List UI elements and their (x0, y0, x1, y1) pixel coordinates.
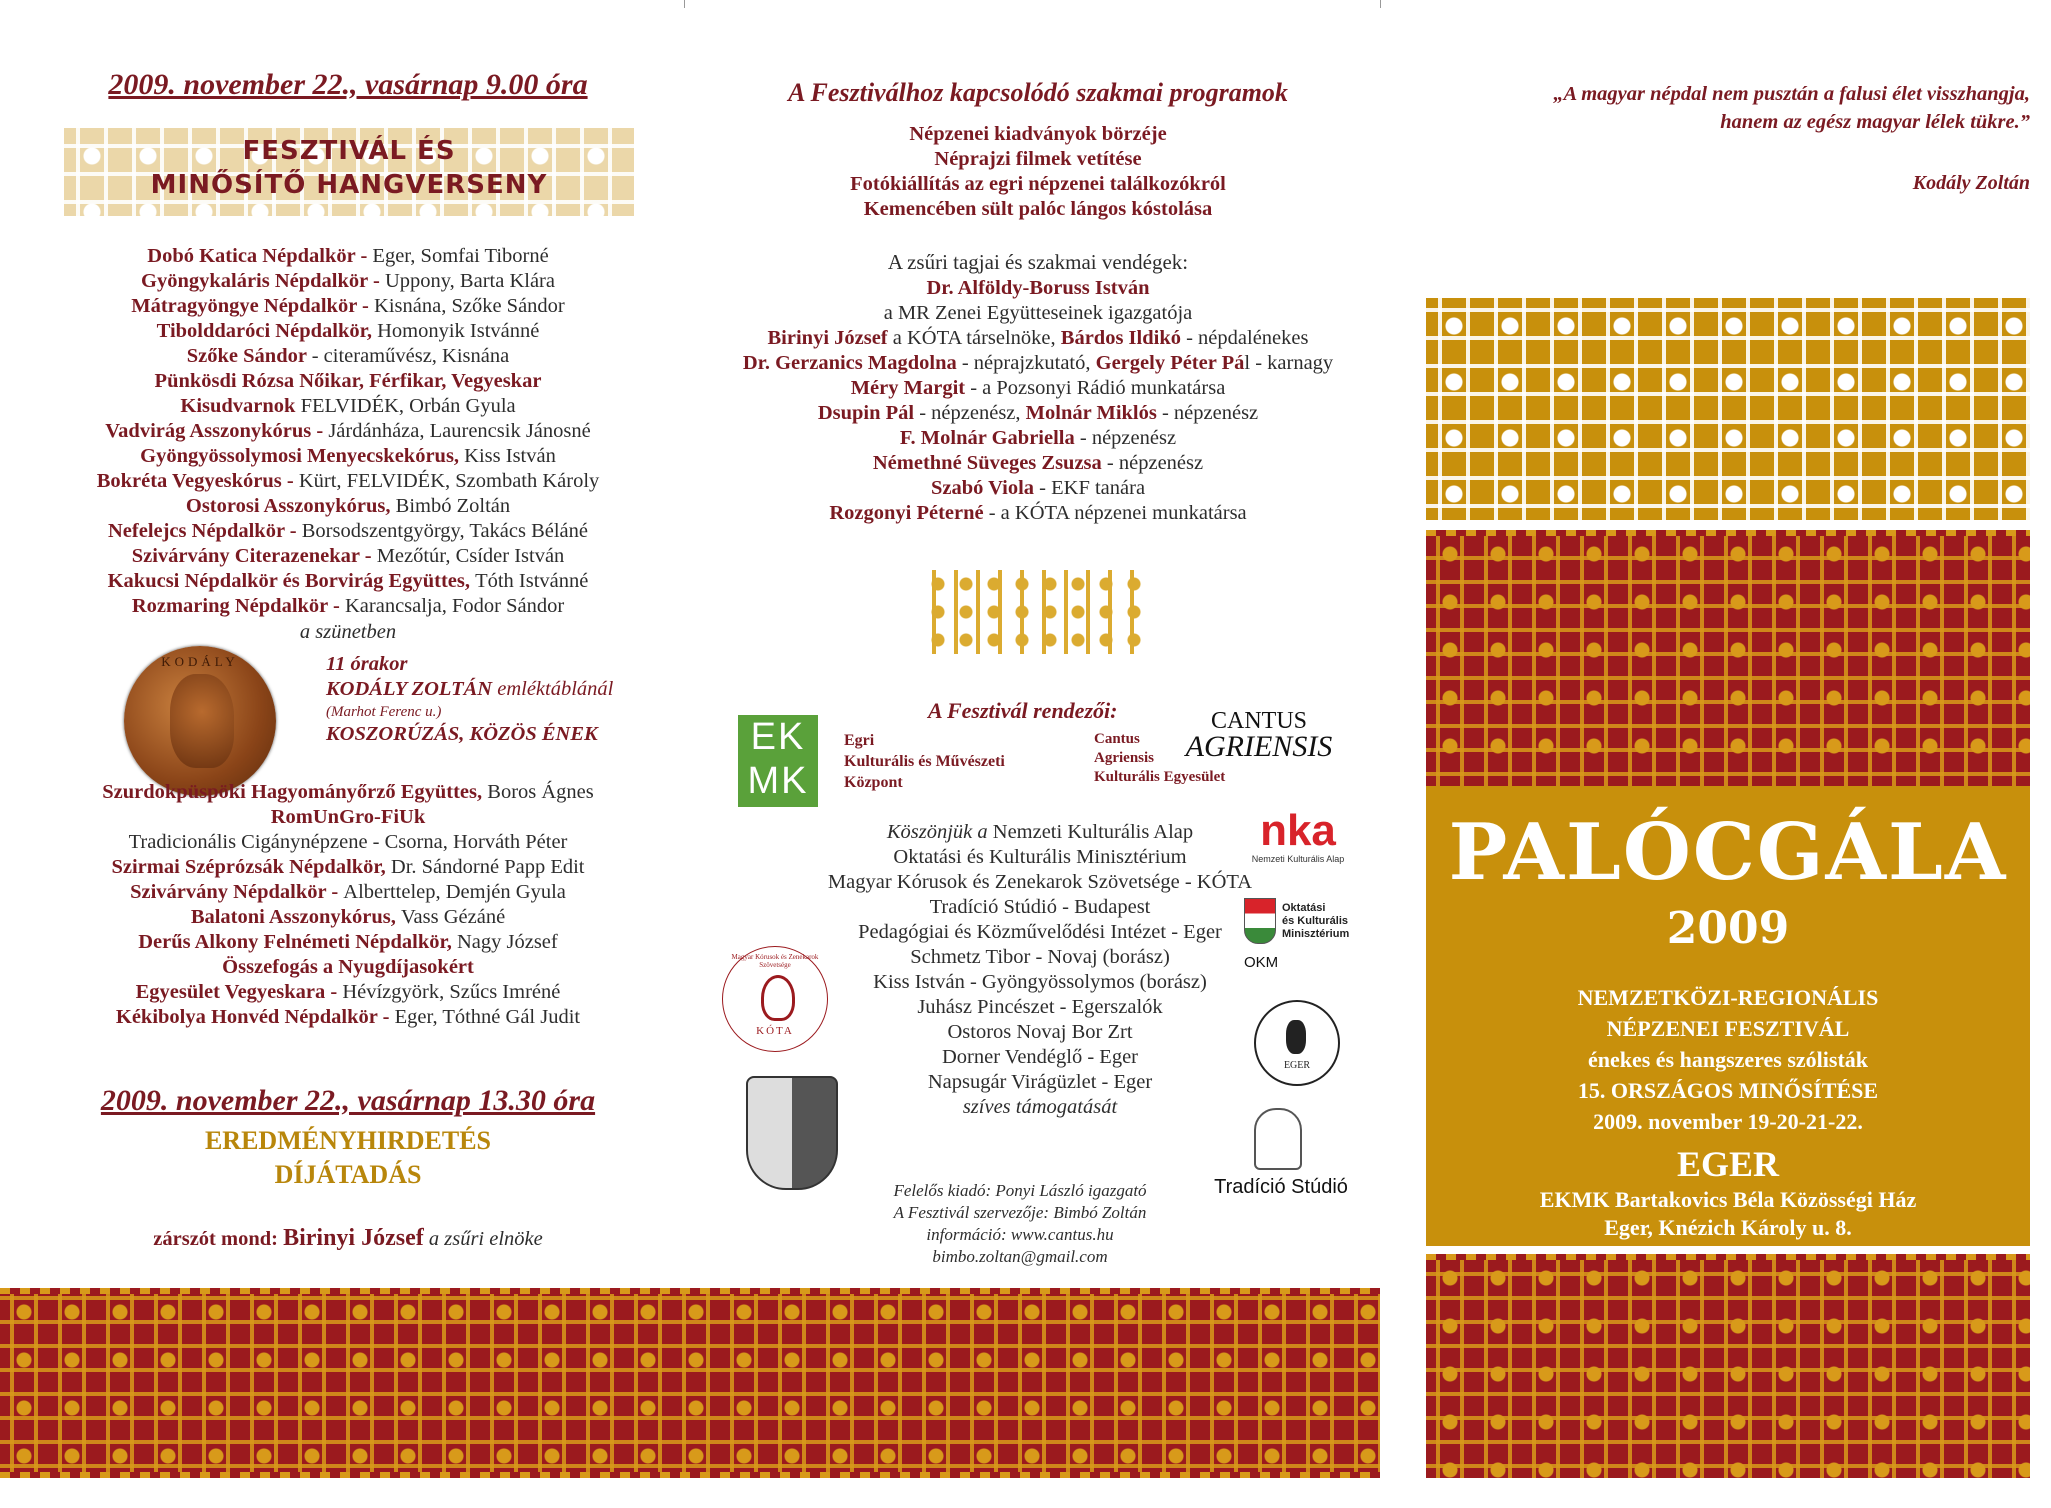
performer-line: Egyesület Vegyeskara - Hévízgyörk, Szűcs Imréné (135, 981, 561, 1003)
band-border (0, 1472, 1380, 1478)
performer-list-2 (0, 780, 696, 1030)
performer-line: Kakucsi Népdalkör és Borvirág Együttes, Tóth Istvánné (107, 570, 589, 592)
break-line: a szünetben (299, 621, 397, 643)
sponsor-line: Pedagógiai és Közművelődési Intézet - Eger (858, 921, 1222, 943)
sponsor-line: Napsugár Virágüzlet - Eger (927, 1071, 1153, 1093)
embroidery-band-top (1426, 298, 2030, 520)
jury-line: Dsupin Pál - népzenész, Molnár Miklós - népzenész (817, 402, 1259, 424)
performer-line: Ostorosi Asszonykórus, Bimbó Zoltán (185, 495, 511, 517)
performer-line: RomUnGro-FiUk (270, 806, 426, 828)
performer-line: Szivárvány Citerazenekar - Mezőtúr, Csíder István (131, 545, 565, 567)
performer-line: Szivárvány Népdalkör - Alberttelep, Demjén Gyula (130, 881, 566, 903)
results-title: EREDMÉNYHIRDETÉS DÍJÁTADÁS (204, 1126, 492, 1189)
performer-line: Tradicionális Cigánynépzene - Csorna, Horváth Péter (128, 831, 568, 853)
jury-list (696, 276, 1380, 526)
programs-list: Népzenei kiadványok börzéje Néprajzi filmek vetítése Fotókiállítás az egri népzenei találkozókról Kemencében sült palóc lángos kóstolása (850, 123, 1226, 220)
performer-line: Szurdokpüspöki Hagyományőrző Együttes, Boros Ágnes (102, 781, 594, 803)
performer-line: Szőke Sándor - citeraművész, Kisnána (186, 345, 510, 367)
performer-line: Mátragyöngye Népdalkör - Kisnána, Szőke Sándor (131, 295, 565, 317)
jury-line: Birinyi József a KÓTA társelnöke, Bárdos Ildikó - népdalénekes (767, 327, 1309, 349)
okm-crest-icon (1244, 898, 1276, 944)
jury-line: Méry Margit - a Pozsonyi Rádió munkatársa (850, 377, 1226, 399)
sponsor-line: Ostoros Novaj Bor Zrt (947, 1021, 1133, 1043)
left-header-date-2: 2009. november 22., vasárnap 13.30 óra (100, 1084, 596, 1117)
tradicio-logo-icon (1254, 1108, 1302, 1170)
performer-line: Kisudvarnok FELVIDÉK, Orbán Gyula (180, 395, 516, 417)
festival-city: EGER (1676, 1144, 1780, 1184)
thanks-line: Köszönjük a Nemzeti Kulturális Alap (886, 821, 1194, 843)
jury-line: Dr. Gerzanics Magdolna - néprajzkutató, Gergely Péter Pál - karnagy (742, 352, 1334, 374)
sponsor-line: Kiss István - Gyöngyössolymos (borász) (873, 971, 1207, 993)
performer-line: Pünkösdi Rózsa Nőikar, Férfikar, Vegyeskar (154, 370, 542, 392)
performer-line: Gyöngykaláris Népdalkör - Uppony, Barta Klára (141, 270, 555, 292)
left-header-date: 2009. november 22., vasárnap 9.00 óra (108, 68, 588, 101)
programs-title: A Fesztiválhoz kapcsolódó szakmai programok (788, 78, 1288, 107)
lyre-icon (761, 975, 795, 1021)
cantus-agriensis-logo: CANTUS AGRIENSIS (1185, 708, 1333, 763)
embroidery-band-middle (1426, 530, 2030, 786)
sponsor-line: Schmetz Tibor - Novaj (borász) (910, 946, 1170, 968)
jury-line: Szabó Viola - EKF tanára (930, 477, 1146, 499)
cantus-name: Cantus Agriensis Kulturális Egyesület (1094, 731, 1226, 785)
jury-line: F. Molnár Gabriella - népzenész (899, 427, 1177, 449)
performer-list-1 (0, 244, 696, 619)
medal-inscription: KODÁLY (161, 654, 239, 669)
banner-title: FESZTIVÁL ÉS MINŐSÍTŐ HANGVERSENY (150, 136, 548, 200)
nka-logo: nka Nemzeti Kulturális Alap (1251, 806, 1345, 864)
embroidery-band-bottom (0, 1288, 1380, 1478)
festival-info: NEMZETKÖZI-REGIONÁLIS NÉPZENEI FESZTIVÁL énekes és hangszeres szólisták 15. ORSZÁGOS MINŐSÍTÉSE 2009. november 19-20-21-22. (1577, 985, 1879, 1134)
sponsor-line: Oktatási és Kulturális Minisztérium (893, 846, 1187, 868)
performer-line: Dobó Katica Népdalkör - Eger, Somfai Tiborné (147, 245, 549, 267)
performer-line: Balatoni Asszonykórus, Vass Gézáné (190, 906, 506, 928)
sponsor-line: Juhász Pincészet - Egerszalók (917, 996, 1163, 1018)
festival-venue: EKMK Bartakovics Béla Közösségi Ház Eger, Knézich Károly u. 8. (1539, 1187, 1917, 1240)
jury-intro: A zsűri tagjai és szakmai vendégek: (887, 250, 1189, 274)
kodaly-section: 11 órakor KODÁLY ZOLTÁN emléktáblánál (Marhot Ferenc u.) KOSZORÚZÁS, KÖZÖS ÉNEK (326, 653, 614, 745)
kodaly-time: 11 órakor (326, 653, 408, 675)
performer-line: Derűs Alkony Felnémeti Népdalkör, Nagy József (138, 931, 558, 953)
eger-institute-logo: EGER (1254, 1000, 1340, 1086)
band-border (1426, 1254, 2030, 1260)
performer-line: Szirmai Széprózsák Népdalkör, Dr. Sándorné Papp Edit (111, 856, 585, 878)
kodaly-quote: „A magyar népdal nem pusztán a falusi élet visszhangja, hanem az egész magyar lélek tükre.” (1553, 83, 2030, 133)
band-border (1426, 530, 2030, 536)
sponsor-line: Dorner Vendéglő - Eger (941, 1046, 1138, 1068)
performer-line: Vadvirág Asszonykórus - Járdánháza, Laurencsik Jánosné (105, 420, 591, 442)
eger-crest-icon (746, 1076, 838, 1190)
performer-line: Rozmaring Népdalkör - Karancsalja, Fodor Sándor (131, 595, 565, 617)
performer-line: Kékibolya Honvéd Népdalkör - Eger, Tóthné Gál Judit (115, 1006, 581, 1028)
sponsor-line: Magyar Kórusok és Zenekarok Szövetsége - KÓTA (827, 871, 1253, 893)
performer-line: Nefelejcs Népdalkör - Borsodszentgyörgy, Takács Béláné (107, 520, 589, 542)
jury-line: Némethné Süveges Zsuzsa - népzenész (872, 452, 1204, 474)
kodaly-medal-image (124, 646, 276, 796)
festival-year: 2009 (1666, 903, 1790, 954)
performer-line: Tibolddaróci Népdalkör, Homonyik Istvánné (156, 320, 540, 342)
performer-line: Gyöngyössolymosi Menyecskekórus, Kiss István (140, 445, 556, 467)
jury-line: Dr. Alföldy-Boruss István (926, 277, 1150, 299)
crop-mark (684, 0, 685, 8)
organizers-title: A Fesztivál rendezői: (928, 698, 1118, 723)
crop-mark (1380, 0, 1381, 8)
tradicio-label: Tradíció Stúdió (1214, 1176, 1348, 1198)
performer-line: Bokréta Vegyeskórus - Kürt, FELVIDÉK, Szombath Károly (96, 470, 600, 492)
okm-abbr: OKM (1244, 954, 1279, 971)
imprint: Felelős kiadó: Ponyi László igazgató A Fesztivál szervezője: Bimbó Zoltán információ: www.cantus.hu bimbo.zoltan@gmail.com (893, 1181, 1147, 1266)
sponsor-line: Tradíció Stúdió - Budapest (929, 896, 1151, 918)
performer-line: Összefogás a Nyugdíjasokért (222, 956, 474, 978)
band-border (0, 1288, 1380, 1294)
sponsor-list (760, 845, 1320, 1095)
kota-logo: Magyar Kórusok és Zenekarok Szövetsége KÓTA (722, 946, 828, 1052)
ekmk-name: Egri Kulturális és Művészeti Központ (844, 732, 1005, 791)
okm-text: Oktatási és Kulturális Minisztérium (1282, 902, 1350, 940)
jury-line: a MR Zenei Együtteseinek igazgatója (883, 302, 1193, 324)
festival-title: PALÓCGÁLA (1448, 807, 2008, 898)
embroidery-band-lower (1426, 1254, 2030, 1478)
quote-author: Kodály Zoltán (1912, 172, 2030, 194)
ekmk-logo: EK MK (738, 715, 818, 807)
jury-line: Rozgonyi Péterné - a KÓTA népzenei munkatársa (829, 502, 1247, 524)
embroidery-motif (924, 570, 1150, 654)
support-line: szíves támogatását (962, 1096, 1118, 1118)
closing-line: zárszót mond: Birinyi József a zsűri elnöke (153, 1225, 543, 1251)
